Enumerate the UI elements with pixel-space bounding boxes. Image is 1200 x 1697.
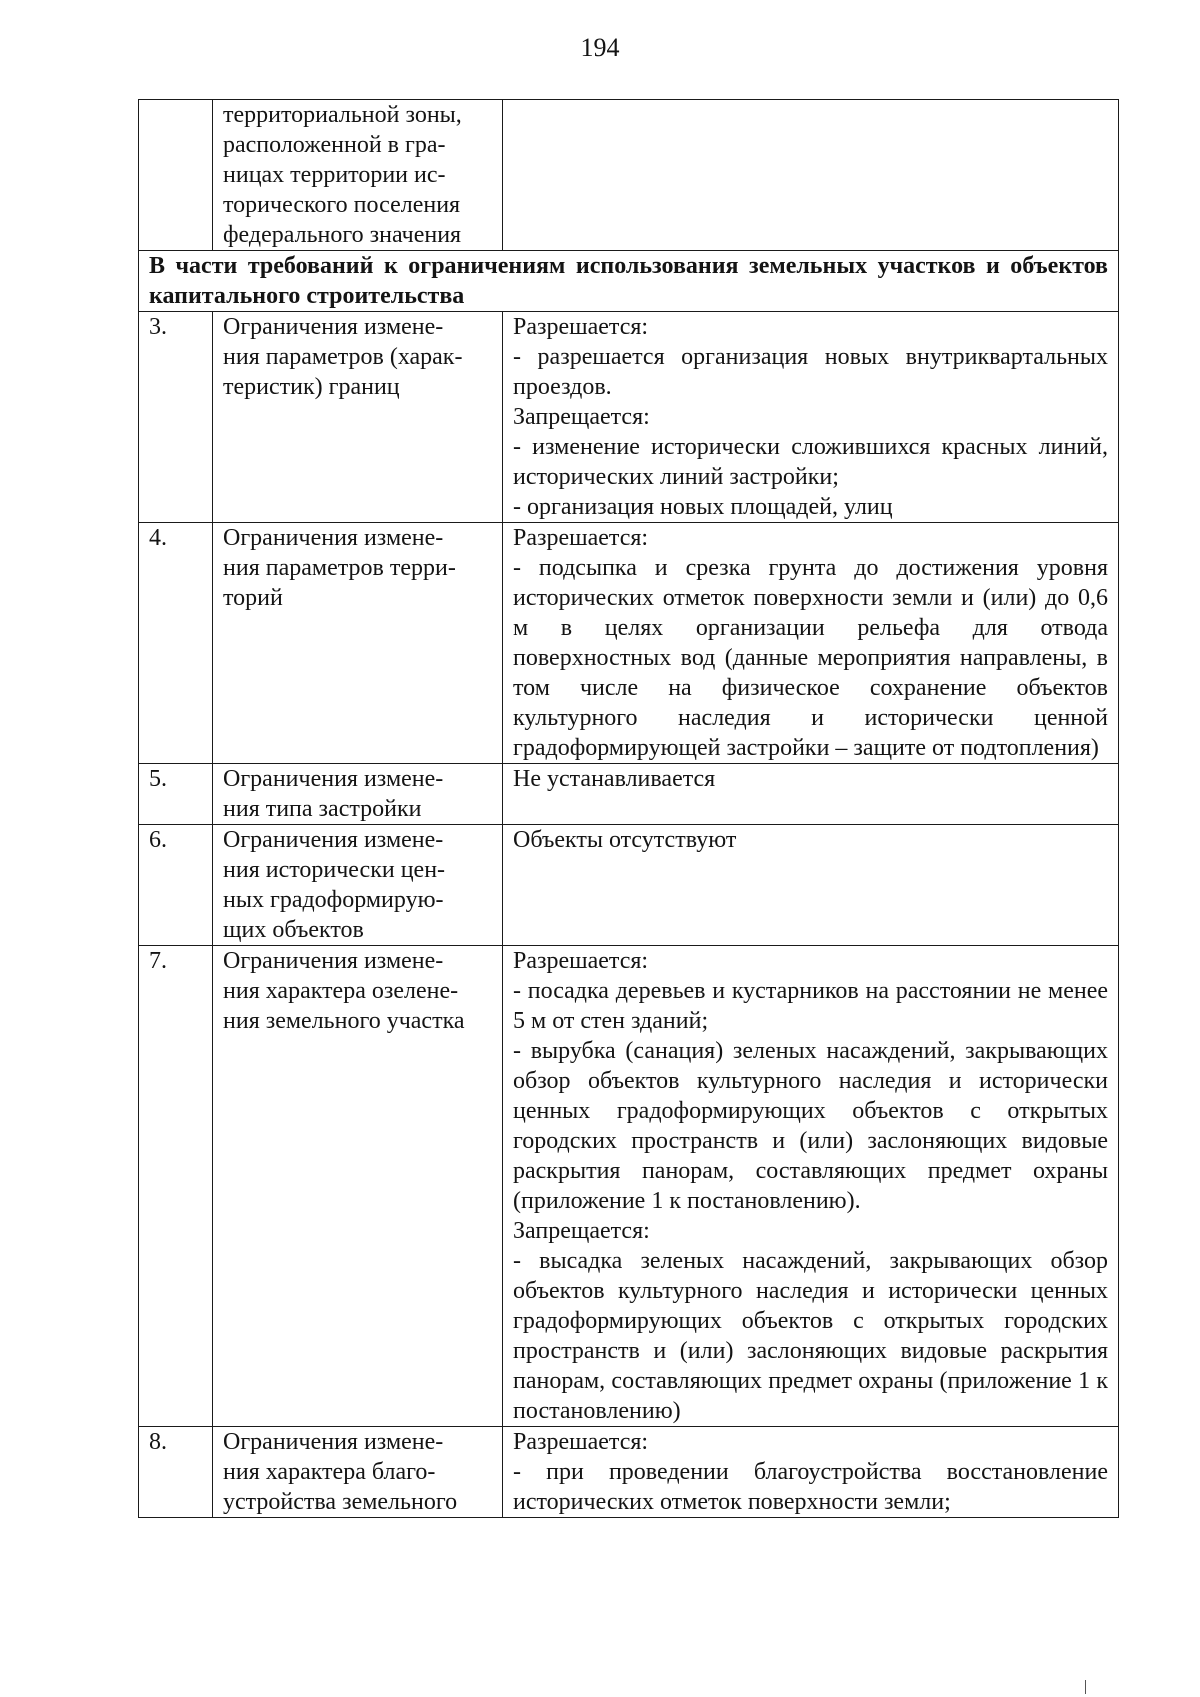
name-line: торий (223, 585, 283, 611)
row-number-cell: 3. (139, 312, 213, 523)
row-number-cell (139, 100, 213, 251)
row-name-cell (213, 825, 503, 946)
row-content-cell (503, 523, 1119, 764)
spacer (513, 794, 1108, 824)
content-paragraph: - вырубка (санация) зеленых насаждений, закрывающих обзор объектов культурного наследия и исторически ценных градоформирующих объектов с открытых городских пространств и (или) заслоняющих видовые раскрытия панорам, составляющих предмет охраны (приложение 1 к постановлению). (513, 1038, 1108, 1214)
content-paragraph: - разрешается организация новых внутриквартальных проездов. (513, 344, 1108, 400)
name-line: ния характера озелене- (223, 978, 459, 1004)
content-paragraph: Объекты отсутствуют (513, 827, 737, 853)
content-paragraph: - высадка зеленых насаждений, закрывающих обзор объектов культурного наследия и исторически ценных градоформирующих объектов с открытых городских пространств и (или) заслоняющих видовые раскрытия панорам, составляющих предмет охраны (приложение 1 к постановлению) (513, 1248, 1108, 1424)
content-paragraph: Не устанавливается (513, 766, 716, 792)
name-line: расположенной в гра- (223, 132, 446, 158)
content-paragraph: Разрешается: (513, 525, 649, 551)
content-paragraph: - организация новых площадей, улиц (513, 494, 893, 520)
name-line: ния параметров терри- (223, 555, 456, 581)
content-paragraph: - изменение исторически сложившихся красных линий, исторических линий застройки; (513, 434, 1108, 490)
row-content-cell (503, 946, 1119, 1427)
row-name-cell (213, 946, 503, 1427)
content-paragraph: Разрешается: (513, 948, 649, 974)
row-name-cell (213, 764, 503, 825)
name-line: ния характера благо- (223, 1459, 436, 1485)
row-name-cell (213, 1427, 503, 1518)
row-number-cell: 4. (139, 523, 213, 764)
row-number-cell: 5. (139, 764, 213, 825)
name-line: Ограничения измене- (223, 314, 444, 340)
table-row (139, 523, 1119, 764)
name-line: Ограничения измене- (223, 525, 444, 551)
name-line: ния земельного участка (223, 1008, 465, 1034)
name-line: Ограничения измене- (223, 766, 444, 792)
name-line: ния типа застройки (223, 796, 422, 822)
row-content-cell (503, 825, 1119, 946)
row-content-cell (503, 1427, 1119, 1518)
row-number-cell: 6. (139, 825, 213, 946)
name-line: ницах территории ис- (223, 162, 446, 188)
content-paragraph: - подсыпка и срезка грунта до достижения уровня исторических отметок поверхности земли и (или) до 0,6 м в целях организации рельефа для отвода поверхностных вод (данные мероприятия направлены, в том числе на физическое сохранение объектов культурного наследия и исторически ценной градоформирующей застройки – защите от подтопления) (513, 555, 1108, 761)
table-row (139, 312, 1119, 523)
name-line: Ограничения измене- (223, 1429, 444, 1455)
table-row (139, 764, 1119, 825)
row-content-cell (503, 100, 1119, 251)
table-row (139, 1427, 1119, 1518)
content-paragraph: Разрешается: (513, 314, 649, 340)
name-line: Ограничения измене- (223, 827, 444, 853)
name-line: ных градоформирую- (223, 887, 444, 913)
name-line: ния параметров (харак- (223, 344, 463, 370)
content-paragraph: - при проведении благоустройства восстановление исторических отметок поверхности земли; (513, 1459, 1108, 1515)
row-number-cell: 8. (139, 1427, 213, 1518)
content-paragraph: - посадка деревьев и кустарников на расстоянии не менее 5 м от стен зданий; (513, 978, 1108, 1034)
name-line: теристик) границ (223, 374, 400, 400)
row-number-cell: 7. (139, 946, 213, 1427)
section-heading: В части требований к ограничениям использования земельных участков и объектов капитального строительства (139, 251, 1119, 312)
table-row (139, 946, 1119, 1427)
table-row (139, 825, 1119, 946)
page-number: 194 (580, 33, 620, 62)
table-row-continuation (139, 100, 1119, 251)
section-heading-row (139, 251, 1119, 312)
name-line: Ограничения измене- (223, 948, 444, 974)
name-line: федерального значения (223, 222, 462, 248)
scan-edge-mark (1085, 1680, 1086, 1694)
row-content-cell (503, 312, 1119, 523)
name-line: устройства земельного (223, 1489, 458, 1515)
content-paragraph: Запрещается: (513, 1218, 650, 1244)
name-line: торического поселения (223, 192, 461, 218)
name-line: ния исторически цен- (223, 857, 446, 883)
row-name-cell (213, 312, 503, 523)
row-name-cell (213, 100, 503, 251)
name-line: щих объектов (223, 917, 364, 943)
content-paragraph: Разрешается: (513, 1429, 649, 1455)
row-name-cell (213, 523, 503, 764)
name-line: территориальной зоны, (223, 102, 462, 128)
regulations-table (138, 99, 1119, 1518)
row-content-cell (503, 764, 1119, 825)
content-paragraph: Запрещается: (513, 404, 650, 430)
